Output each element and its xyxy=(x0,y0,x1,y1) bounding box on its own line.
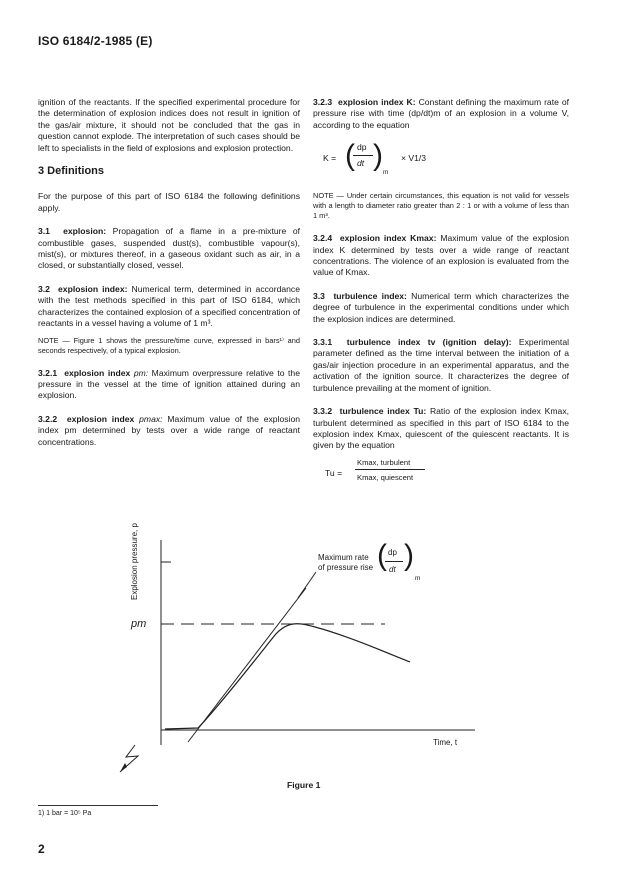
annotation-fraction-bar xyxy=(385,561,403,562)
definition-number: 3.1 xyxy=(38,226,50,237)
max-rate-tangent xyxy=(188,588,306,742)
definition-number: 3.3 xyxy=(313,290,325,301)
definition-term: explosion index xyxy=(66,413,135,424)
definition-term: explosion index Kmax: xyxy=(339,233,437,244)
definition-symbol: pmax: xyxy=(139,413,163,424)
formula-denominator: dt xyxy=(357,158,365,169)
y-axis-label: Explosion pressure, p xyxy=(130,523,139,600)
annotation-numerator: dp xyxy=(388,548,397,557)
definition-term: turbulence index tv (ignition delay): xyxy=(346,337,512,348)
formula-numerator: Kmax, turbulent xyxy=(357,457,411,467)
definition-number: 3.2.3 xyxy=(313,97,333,107)
page-number: 2 xyxy=(38,842,45,856)
definition-number: 3.2.2 xyxy=(38,413,58,424)
annotation-denominator: dt xyxy=(389,565,396,574)
section-heading: 3 Definitions xyxy=(38,165,105,178)
definition-text: Experimental parameter defined as the time interval between the initiation of a gas/air injection procedure in an experimental apparatus, and the activation of the ignition source. It characterizes the degree of turbulence prevailing at the moment of ignition. xyxy=(313,337,570,393)
formula-subscript: m xyxy=(383,169,389,177)
formula-left-paren: ( xyxy=(345,139,355,173)
note-figure: NOTE — Figure 1 shows the pressure/time curve, expressed in bars¹⁾ and seconds respectively, of a typical explosion. xyxy=(38,335,300,355)
figure-caption: Figure 1 xyxy=(287,780,321,790)
definition-text: Maximum value of the explosion index pm determined by tests over a wide range of reactant concentrations. xyxy=(38,413,301,447)
definition-term: turbulence index: xyxy=(333,290,407,301)
footnote-divider xyxy=(38,805,158,806)
definition-number: 3.2.1 xyxy=(38,367,58,378)
definition-text: Maximum value of the explosion index K determined by tests over a wide range of reactant concentrations. The violence of an explosion is evaluated from the value of Kmax. xyxy=(313,233,569,278)
definition-number: 3.2 xyxy=(38,283,50,294)
definition-text: Propagation of a flame in a pre-mixture of combustible gases, suspended dust(s), combustible vapour(s), mist(s), or mixtures thereof, in a gaseous oxidant such as air, in a closed, or substantially closed, vessel. xyxy=(38,226,301,271)
formula-numerator: dp xyxy=(357,142,367,153)
formula-denominator: Kmax, quiescent xyxy=(357,472,414,482)
pm-label: pm xyxy=(131,618,147,630)
annotation-left-paren: ( xyxy=(377,539,387,572)
definition-symbol: pm: xyxy=(133,367,149,378)
definition-term: explosion: xyxy=(63,226,107,237)
definition-text: Numerical term, determined in accordance with the test methods specified in this part of ISO 6184, which characterizes the contained explosion of a specified concentration of reactants in a vessel having a volume of 1 m³. xyxy=(38,283,300,329)
note-k-validity: NOTE — Under certain circumstances, this equation is not valid for vessels with a length to diameter ratio greater than 2 : 1 or with a volume of less than 1 m³. xyxy=(313,191,569,221)
formula-lhs: Tu = xyxy=(325,467,343,478)
definition-term: turbulence index Tu: xyxy=(339,406,427,417)
definition-text: Constant defining the maximum rate of pressure rise with time (dp/dt)m of an explosion in a volume V, according to the equation xyxy=(313,97,570,130)
spark-arrowhead-icon xyxy=(120,763,127,772)
definition-term: explosion index K: xyxy=(338,97,416,107)
definition-number: 3.3.1 xyxy=(313,337,333,348)
formula-right-paren: ) xyxy=(373,139,383,173)
section-intro: For the purpose of this part of ISO 6184 the following definitions apply. xyxy=(38,191,300,213)
x-axis-label: Time, t xyxy=(433,738,458,747)
definition-text: Ratio of the explosion index Kmax, turbulent determined as specified in this part of ISO 6184 to the explosion index Kmax, quiescent of the quiescent reactants. It is given by the equation xyxy=(313,406,570,451)
document-id: ISO 6184/2-1985 (E) xyxy=(38,34,153,48)
definition-number: 3.2.4 xyxy=(313,233,333,244)
formula-lhs: K = xyxy=(323,153,337,164)
definition-term: explosion index: xyxy=(58,283,128,294)
pressure-curve xyxy=(165,624,410,729)
definition-text: Numerical term which characterizes the degree of turbulence in the experimental conditions under which the explosion indices are determined. xyxy=(313,290,570,324)
annotation-leader xyxy=(298,572,316,598)
definition-term: explosion index xyxy=(64,367,131,378)
footnote: 1) 1 bar = 10⁵ Pa xyxy=(38,810,92,817)
intro-paragraph: ignition of the reactants. If the specified experimental procedure for the determination of explosion indices does not result in ignition of the gas/air mixture, it should not be concluded that the gas in question cannot explode. The interpretation of such cases should be left to specialists in the field of explosions and explosion protection. xyxy=(38,97,300,153)
definition-text: Maximum overpressure relative to the pressure in the vessel at the time of ignition attained during an explosion. xyxy=(38,367,300,401)
formula-volume-term: × V1/3 xyxy=(401,153,427,164)
annotation-subscript: m xyxy=(415,575,421,582)
annotation-right-paren: ) xyxy=(404,539,414,572)
annotation-line-1: Maximum rate xyxy=(318,553,369,562)
definition-number: 3.3.2 xyxy=(313,406,333,417)
annotation-line-2: of pressure rise xyxy=(318,563,374,572)
